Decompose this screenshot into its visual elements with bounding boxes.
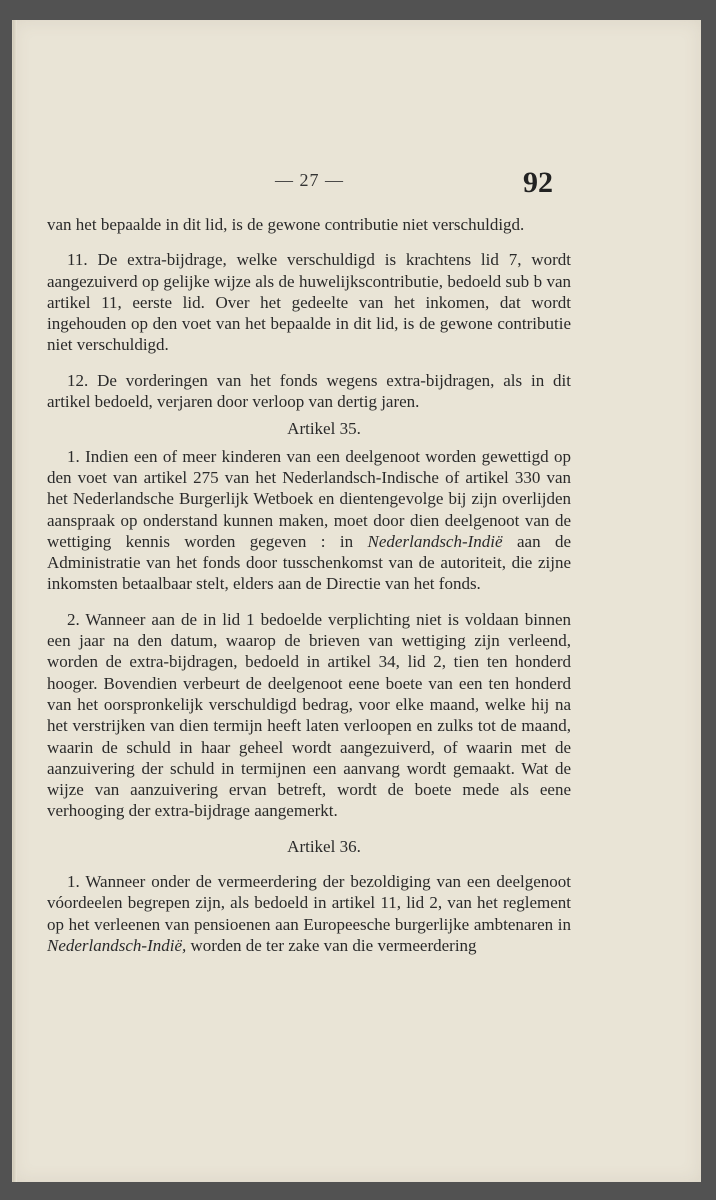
paragraph-36-1-text-b: worden de ter zake van die vermeerdering xyxy=(186,935,477,955)
paragraph-35-1-text-a: 1. Indien een of meer kinderen van een deelgenoot worden gewettigd op den voet van artikel 275 van het Nederlandsch-Indische of artikel 330 van het Nederlandsche Burgerlijk Wetboek en dientengevolge bij zijn overlijden aanspraak op onderstand kunnen maken, moet door dien deelgenoot van de wettiging kennis worden gegeven : in xyxy=(47,446,571,551)
paragraph-continuation: van het bepaalde in dit lid, is de gewone contributie niet verschuldigd. xyxy=(47,215,525,234)
paragraph-35-2: 2. Wanneer aan de in lid 1 bedoelde verplichting niet is voldaan binnen een jaar na den datum, waarop de brieven van wettiging zijn verleend, worden de extra-bijdragen, bedoeld in artikel 34, lid 2, tien ten honderd hooger. Bovendien verbeurt de deelgenoot eene boete van een ten honderd van het oorspronkelijk verschuldigd bedrag, voor elke maand, welke hij na het verstrijken van dien termijn heeft laten verloopen en zulks tot de maand, waarin de schuld in haar geheel wordt aangezuiverd, of waarin met de aanzuivering der schuld in termijnen een aanvang wordt gemaakt. Wat de wijze van aanzuivering ervan betreft, wordt de boete mede als eene verhooging der extra-bijdrage aangemerkt. xyxy=(47,609,571,821)
heading-artikel-36: Artikel 36. xyxy=(287,836,361,856)
paragraph-35-1-italic: Nederlandsch-Indië xyxy=(367,531,503,551)
heading-artikel-35: Artikel 35. xyxy=(287,419,361,439)
page-header xyxy=(13,166,701,206)
paragraph-36-1 xyxy=(47,871,571,956)
paragraph-11: 11. De extra-bijdrage, welke verschuldigd is krachtens lid 7, wordt aangezuiverd op gelijke wijze als de huwelijkscontributie, bedoeld sub b van artikel 11, eerste lid. Over het gedeelte van het inkomen, dat wordt ingehouden op den voet van het bepaalde in dit lid, is de gewone contributie niet verschuldigd. xyxy=(47,250,571,355)
paragraph-35-1-text-b: aan de Administratie van het fonds door tusschenkomst van de autoriteit, die zijne inkomsten betaalbaar stelt, elders aan de Directie van het fonds. xyxy=(47,531,572,594)
document-page xyxy=(12,20,701,1182)
body-text xyxy=(47,214,571,956)
paragraph-12: 12. De vorderingen van het fonds wegens extra-bijdragen, als in dit artikel bedoeld, verjaren door verloop van dertig jaren. xyxy=(47,370,571,412)
paragraph-36-1-text-a: 1. Wanneer onder de vermeerdering der bezoldiging van een deelgenoot vóordeelen begrepen zijn, als bedoeld in artikel 11, lid 2, van het reglement op het verleenen van pensioenen aan Europeesche burgerlijke ambtenaren in xyxy=(47,872,571,934)
page-number: — 27 — xyxy=(275,170,344,190)
paragraph-36-1-italic: Nederlandsch-Indië, xyxy=(47,935,187,955)
paragraph-35-1 xyxy=(47,446,571,595)
folio-number: 92 xyxy=(523,166,553,199)
